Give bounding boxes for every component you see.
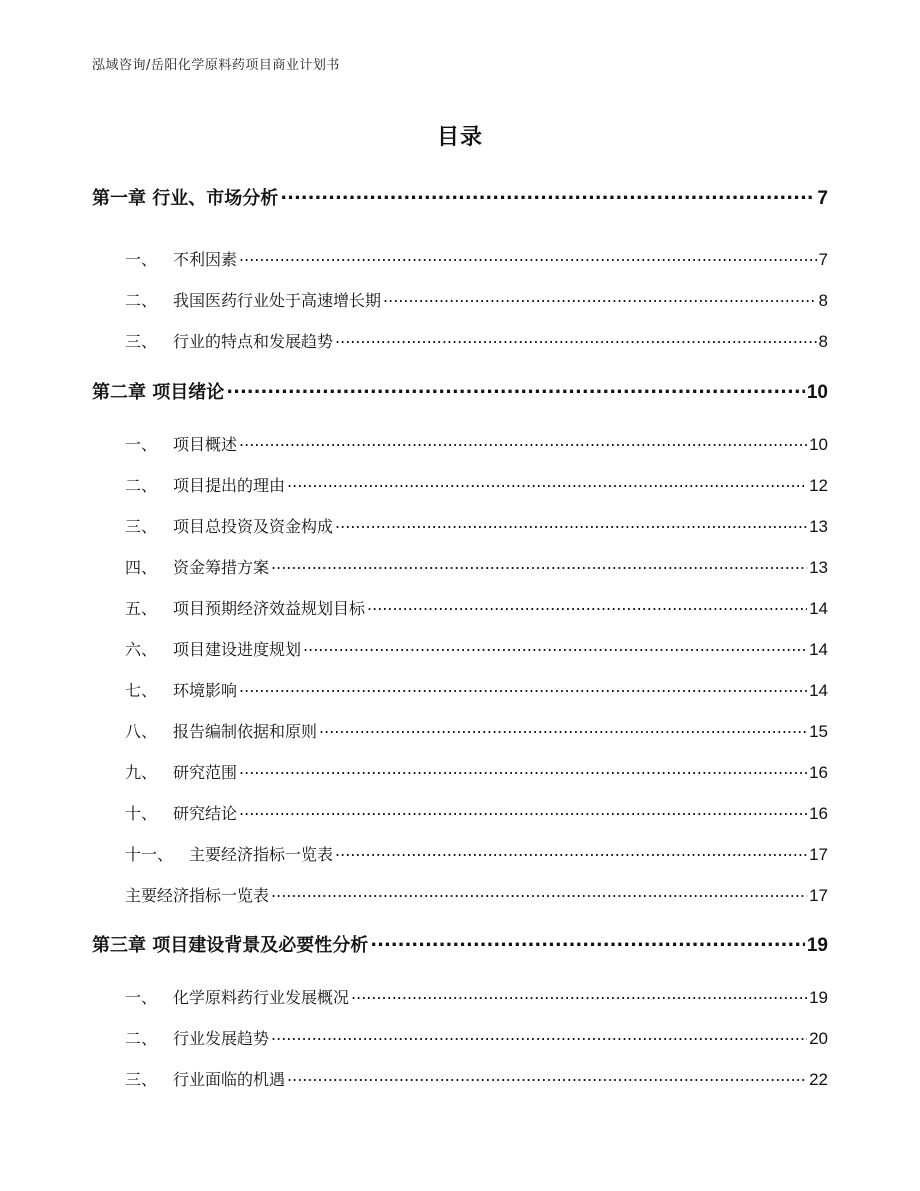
toc-section[interactable] bbox=[125, 637, 828, 660]
toc-leader-dots bbox=[383, 290, 817, 306]
toc-page-number: 13 bbox=[809, 517, 828, 536]
toc-title: 目录 bbox=[436, 125, 483, 150]
toc-leader-dots bbox=[226, 380, 805, 398]
toc-section-number: 三、 bbox=[125, 1070, 158, 1089]
toc-leader-dots bbox=[351, 987, 807, 1003]
toc-chapter-2[interactable] bbox=[92, 378, 828, 404]
toc-leader-dots bbox=[335, 844, 807, 860]
toc-section[interactable] bbox=[125, 842, 828, 865]
toc-section-number: 九、 bbox=[125, 763, 158, 782]
toc-page-number: 22 bbox=[809, 1070, 828, 1089]
toc-section-label: 项目总投资及资金构成 bbox=[173, 517, 334, 536]
toc-section-number: 一、 bbox=[125, 250, 158, 269]
toc-page-number: 15 bbox=[809, 722, 828, 741]
toc-leader-dots bbox=[335, 516, 807, 532]
toc-section[interactable] bbox=[125, 801, 828, 824]
toc-section[interactable] bbox=[125, 473, 828, 496]
toc-page-number: 16 bbox=[809, 804, 828, 823]
toc-page-number: 7 bbox=[817, 188, 828, 209]
toc-leader-dots bbox=[271, 1028, 807, 1044]
toc-page-number: 10 bbox=[809, 435, 828, 454]
toc-section-label: 行业面临的机遇 bbox=[173, 1070, 286, 1089]
toc-leader-dots bbox=[370, 933, 805, 951]
running-header: 泓域咨询/岳阳化学原料药项目商业计划书 bbox=[92, 58, 340, 73]
toc-page-number: 7 bbox=[818, 250, 828, 269]
toc-section-label: 主要经济指标一览表 bbox=[125, 886, 270, 905]
toc-section-label: 主要经济指标一览表 bbox=[189, 845, 334, 864]
toc-section-label: 环境影响 bbox=[173, 681, 238, 700]
toc-section[interactable] bbox=[125, 596, 828, 619]
toc-section-number: 五、 bbox=[125, 599, 158, 618]
toc-section-number: 三、 bbox=[125, 332, 158, 351]
toc-section[interactable] bbox=[125, 1026, 828, 1049]
toc-section-number: 二、 bbox=[125, 291, 158, 310]
toc-section-label: 项目预期经济效益规划目标 bbox=[173, 599, 366, 618]
toc-page-number: 14 bbox=[809, 640, 828, 659]
toc-leader-dots bbox=[287, 1069, 807, 1085]
toc-chapter-3[interactable] bbox=[92, 931, 828, 957]
toc-leader-dots bbox=[239, 434, 807, 450]
toc-section-number: 三、 bbox=[125, 517, 158, 536]
toc-section-label: 研究结论 bbox=[173, 804, 238, 823]
toc-leader-dots bbox=[303, 639, 807, 655]
toc-page-number: 13 bbox=[809, 558, 828, 577]
toc-page-number: 14 bbox=[809, 681, 828, 700]
toc-section[interactable] bbox=[125, 514, 828, 537]
toc-page-number: 8 bbox=[818, 332, 828, 351]
toc-leader-dots bbox=[239, 803, 807, 819]
toc-leader-dots bbox=[367, 598, 807, 614]
toc-section-number: 一、 bbox=[125, 435, 158, 454]
toc-page-number: 16 bbox=[809, 763, 828, 782]
toc-section[interactable] bbox=[125, 288, 828, 311]
toc-leader-dots bbox=[239, 249, 817, 265]
toc-leader-dots bbox=[287, 475, 807, 491]
toc-section-label: 项目建设进度规划 bbox=[173, 640, 302, 659]
toc-leader-dots bbox=[319, 721, 807, 737]
toc-chapter-label: 第二章 项目绪论 bbox=[92, 382, 225, 403]
toc-section-label: 项目提出的理由 bbox=[173, 476, 286, 495]
toc-section-label: 报告编制依据和原则 bbox=[173, 722, 318, 741]
toc-section[interactable] bbox=[125, 719, 828, 742]
toc-chapter-1[interactable] bbox=[92, 184, 828, 210]
toc-section-label: 项目概述 bbox=[173, 435, 238, 454]
toc-section[interactable] bbox=[125, 329, 828, 352]
toc-section-label: 行业的特点和发展趋势 bbox=[173, 332, 334, 351]
toc-chapter-label: 第一章 行业、市场分析 bbox=[92, 188, 279, 209]
toc-page-number: 10 bbox=[806, 382, 828, 403]
toc-chapter-label: 第三章 项目建设背景及必要性分析 bbox=[92, 935, 369, 956]
toc-section-label: 我国医药行业处于高速增长期 bbox=[173, 291, 382, 310]
toc-page-number: 19 bbox=[809, 988, 828, 1007]
toc-page-number: 14 bbox=[809, 599, 828, 618]
toc-section-label: 研究范围 bbox=[173, 763, 238, 782]
toc-section-number: 一、 bbox=[125, 988, 158, 1007]
toc-page-number: 8 bbox=[818, 291, 828, 310]
toc-section-label: 资金筹措方案 bbox=[173, 558, 270, 577]
toc-page-number: 17 bbox=[809, 886, 828, 905]
toc-page-number: 20 bbox=[809, 1029, 828, 1048]
toc-section[interactable] bbox=[125, 985, 828, 1008]
toc-leader-dots bbox=[280, 186, 815, 204]
toc-section[interactable] bbox=[125, 760, 828, 783]
toc-section-number: 二、 bbox=[125, 1029, 158, 1048]
toc-section[interactable] bbox=[125, 247, 828, 270]
toc-page-number: 12 bbox=[809, 476, 828, 495]
toc-leader-dots bbox=[239, 680, 807, 696]
toc-section-number: 十、 bbox=[125, 804, 158, 823]
toc-section-number: 二、 bbox=[125, 476, 158, 495]
toc-section-number: 十一、 bbox=[125, 845, 174, 864]
toc-leader-dots bbox=[335, 331, 817, 347]
toc-section[interactable] bbox=[125, 432, 828, 455]
toc-section-label: 行业发展趋势 bbox=[173, 1029, 270, 1048]
toc-section-label: 化学原料药行业发展概况 bbox=[173, 988, 350, 1007]
toc-leader-dots bbox=[239, 762, 807, 778]
toc-leader-dots bbox=[271, 885, 807, 901]
toc-section[interactable] bbox=[125, 678, 828, 701]
toc-page-number: 19 bbox=[806, 935, 828, 956]
toc-section-label: 不利因素 bbox=[173, 250, 238, 269]
toc-section[interactable] bbox=[125, 1067, 828, 1090]
toc-section-number: 四、 bbox=[125, 558, 158, 577]
toc-leader-dots bbox=[271, 557, 807, 573]
toc-section-number: 七、 bbox=[125, 681, 158, 700]
toc-section-number: 八、 bbox=[125, 722, 158, 741]
toc-section[interactable] bbox=[125, 555, 828, 578]
toc-section[interactable] bbox=[125, 883, 828, 906]
toc-page-number: 17 bbox=[809, 845, 828, 864]
toc-section-number: 六、 bbox=[125, 640, 158, 659]
